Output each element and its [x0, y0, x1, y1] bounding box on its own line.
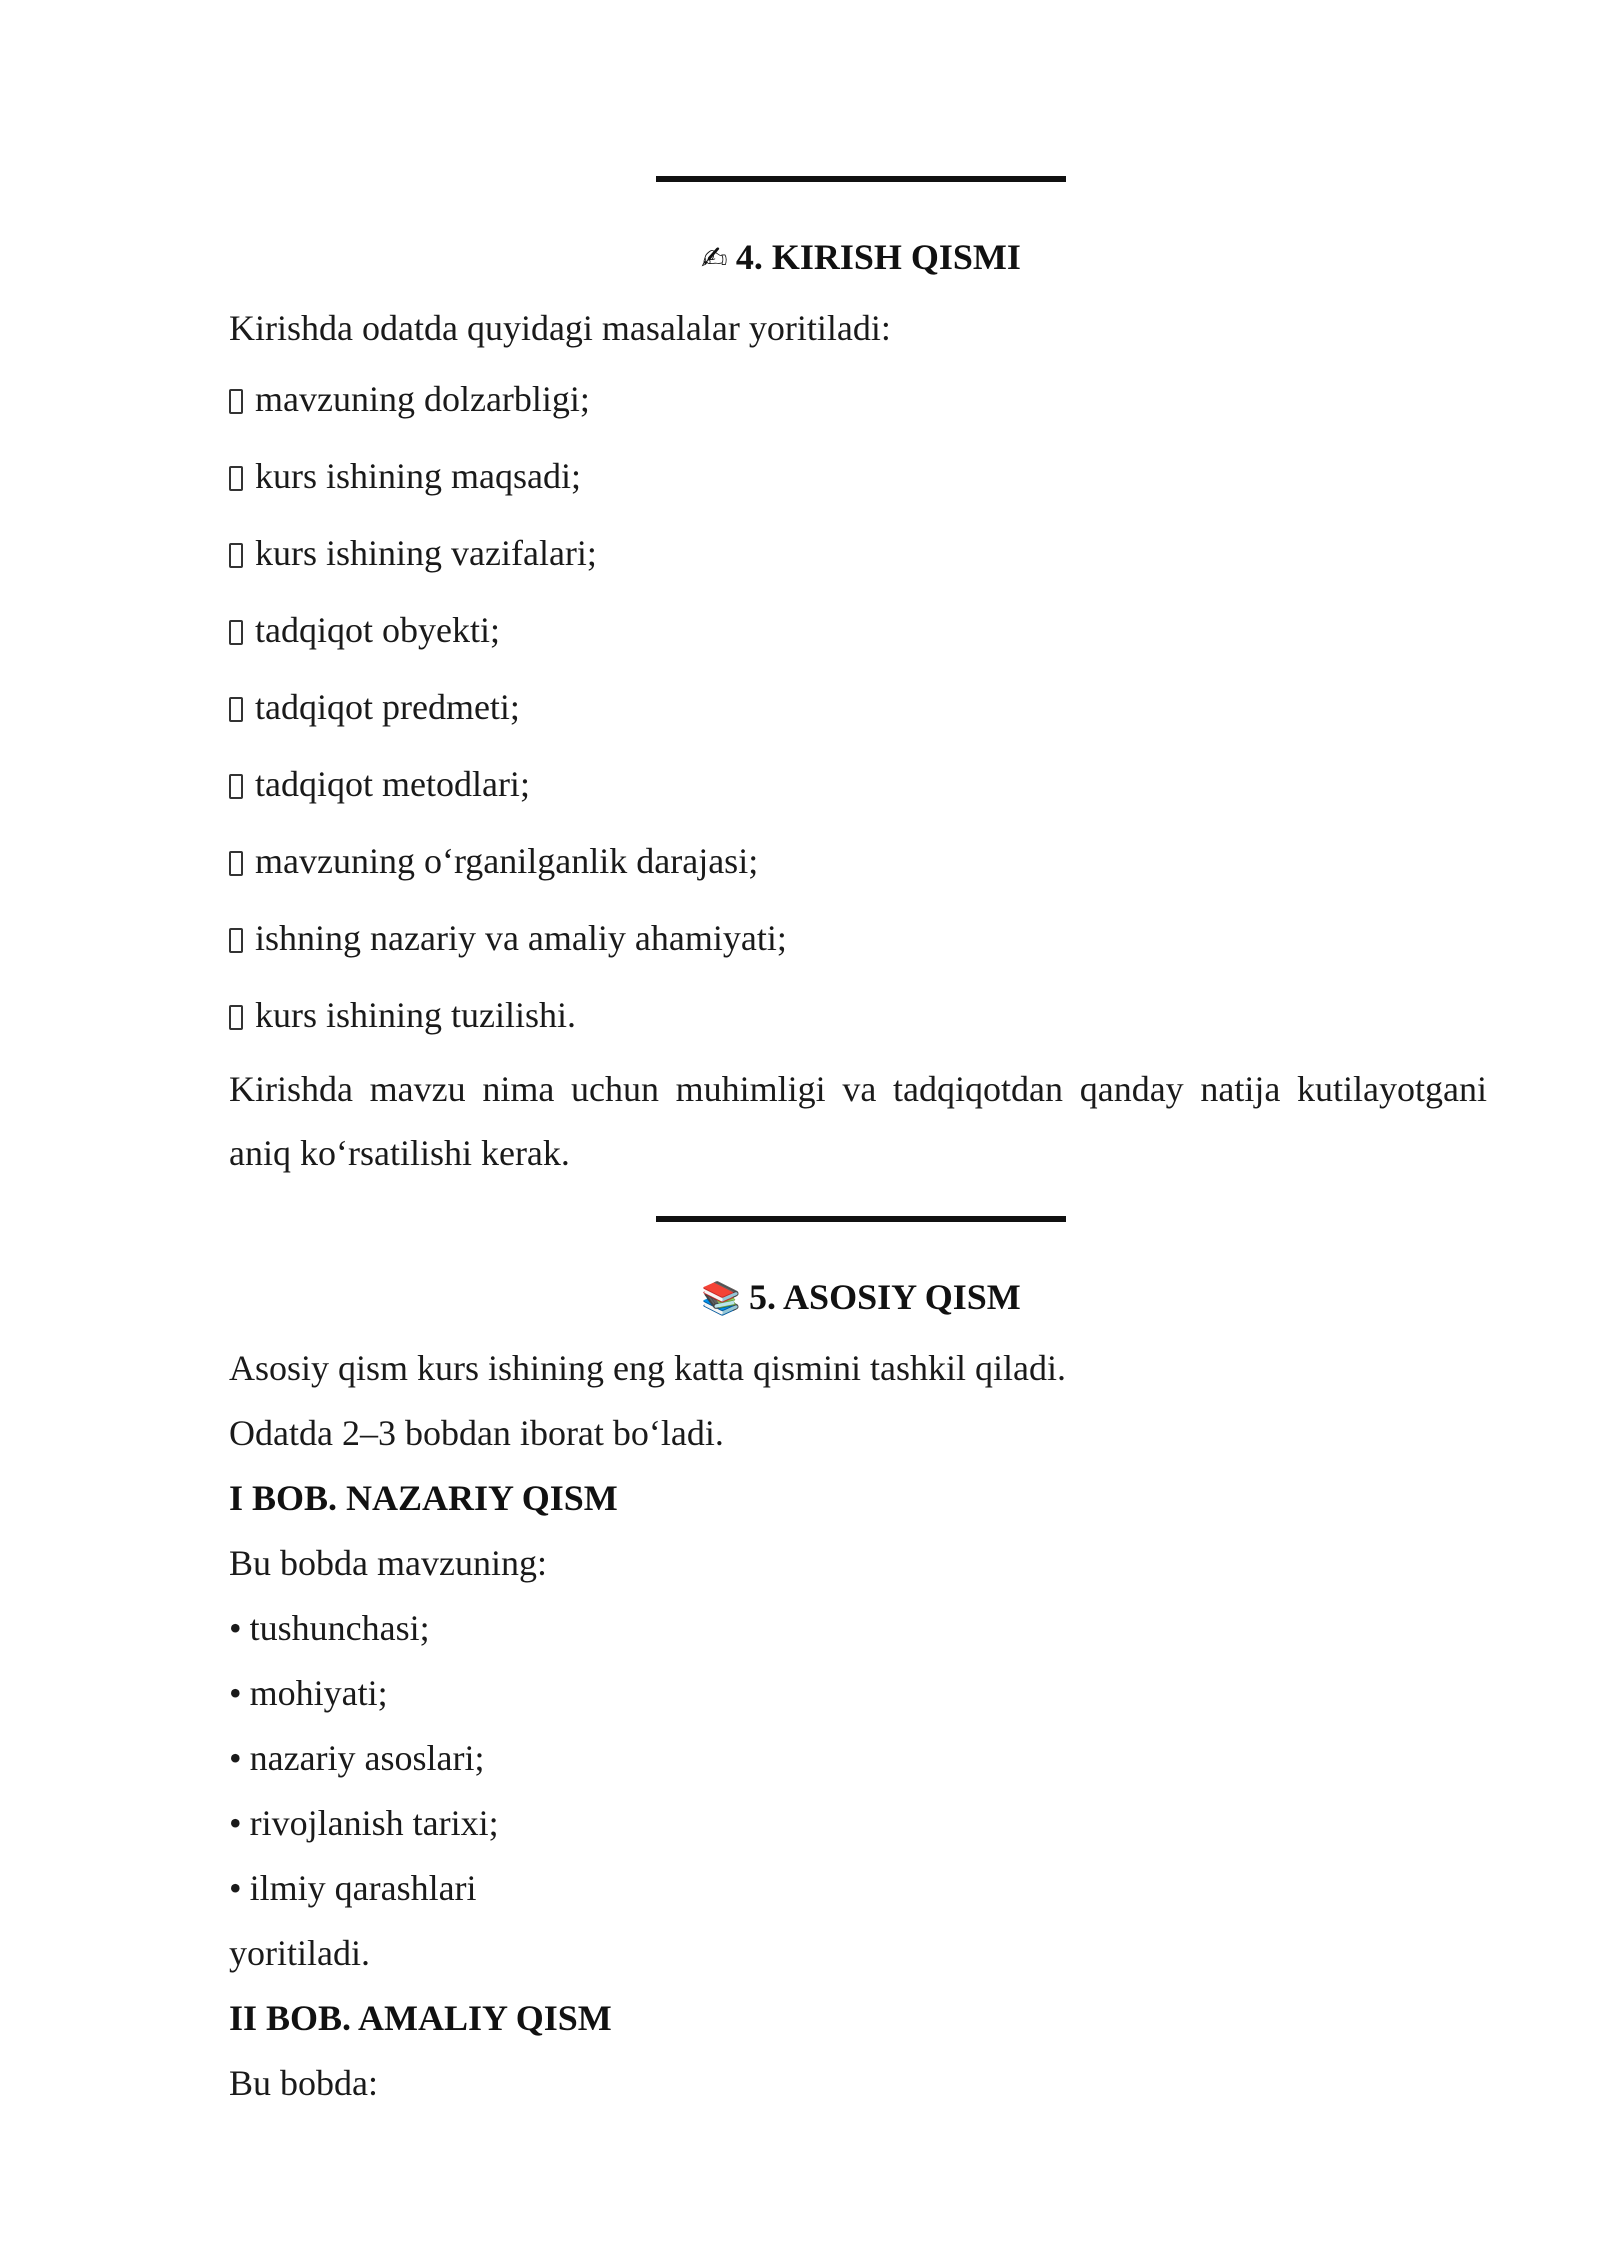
missing-glyph-icon — [229, 620, 243, 645]
bullet-item: • tushunchasi; — [229, 1608, 430, 1648]
section-5-heading — [0, 1275, 1600, 1320]
chapter-1-title: I BOB. NAZARIY QISM — [229, 1478, 618, 1518]
chapter-1-intro: Bu bobda mavzuning: — [229, 1543, 547, 1583]
bullet-icon: • — [229, 1738, 242, 1778]
missing-glyph-icon — [229, 928, 243, 953]
bullet-icon: • — [229, 1803, 242, 1843]
list-item: mavzuning dolzarbligi; — [229, 377, 590, 421]
list-item: mavzuning oʻrganilganlik darajasi; — [229, 839, 758, 883]
section-4-intro: Kirishda odatda quyidagi masalalar yoritiladi: — [229, 308, 891, 348]
chapter-1-outro: yoritiladi. — [229, 1933, 370, 1973]
missing-glyph-icon — [229, 774, 243, 799]
bullet-item: • mohiyati; — [229, 1673, 388, 1713]
section-4-title: 4. KIRISH QISMI — [735, 237, 1021, 277]
section-4-heading — [0, 235, 1600, 280]
list-item: tadqiqot obyekti; — [229, 608, 500, 652]
list-item: kurs ishining vazifalari; — [229, 531, 597, 575]
missing-glyph-icon — [229, 389, 243, 414]
missing-glyph-icon — [229, 697, 243, 722]
section-4-conclusion: Kirishda mavzu nima uchun muhimligi va tadqiqotdan qanday natija kutilayotgani aniq koʻrsatilishi kerak. — [229, 1069, 1487, 1173]
writing-hand-icon: ✍ — [701, 239, 728, 277]
bullet-item: • ilmiy qarashlari — [229, 1868, 477, 1908]
section-divider — [656, 176, 1066, 182]
missing-glyph-icon — [229, 1005, 243, 1030]
section-divider — [656, 1216, 1066, 1222]
books-icon: 📚 — [701, 1279, 742, 1317]
chapter-2-title: II BOB. AMALIY QISM — [229, 1998, 612, 2038]
chapter-2-intro: Bu bobda: — [229, 2063, 378, 2103]
bullet-icon: • — [229, 1608, 242, 1648]
list-item: kurs ishining tuzilishi. — [229, 993, 576, 1037]
section-5-title: 5. ASOSIY QISM — [749, 1277, 1021, 1317]
missing-glyph-icon — [229, 543, 243, 568]
bullet-item: • nazariy asoslari; — [229, 1738, 485, 1778]
missing-glyph-icon — [229, 851, 243, 876]
section-5-paragraph: Odatda 2–3 bobdan iborat boʻladi. — [229, 1413, 724, 1453]
list-item: tadqiqot metodlari; — [229, 762, 530, 806]
bullet-icon: • — [229, 1673, 242, 1713]
bullet-icon: • — [229, 1868, 242, 1908]
list-item: kurs ishining maqsadi; — [229, 454, 581, 498]
section-5-paragraph: Asosiy qism kurs ishining eng katta qismini tashkil qiladi. — [229, 1348, 1066, 1388]
bullet-item: • rivojlanish tarixi; — [229, 1803, 499, 1843]
list-item: ishning nazariy va amaliy ahamiyati; — [229, 916, 787, 960]
missing-glyph-icon — [229, 466, 243, 491]
list-item: tadqiqot predmeti; — [229, 685, 520, 729]
